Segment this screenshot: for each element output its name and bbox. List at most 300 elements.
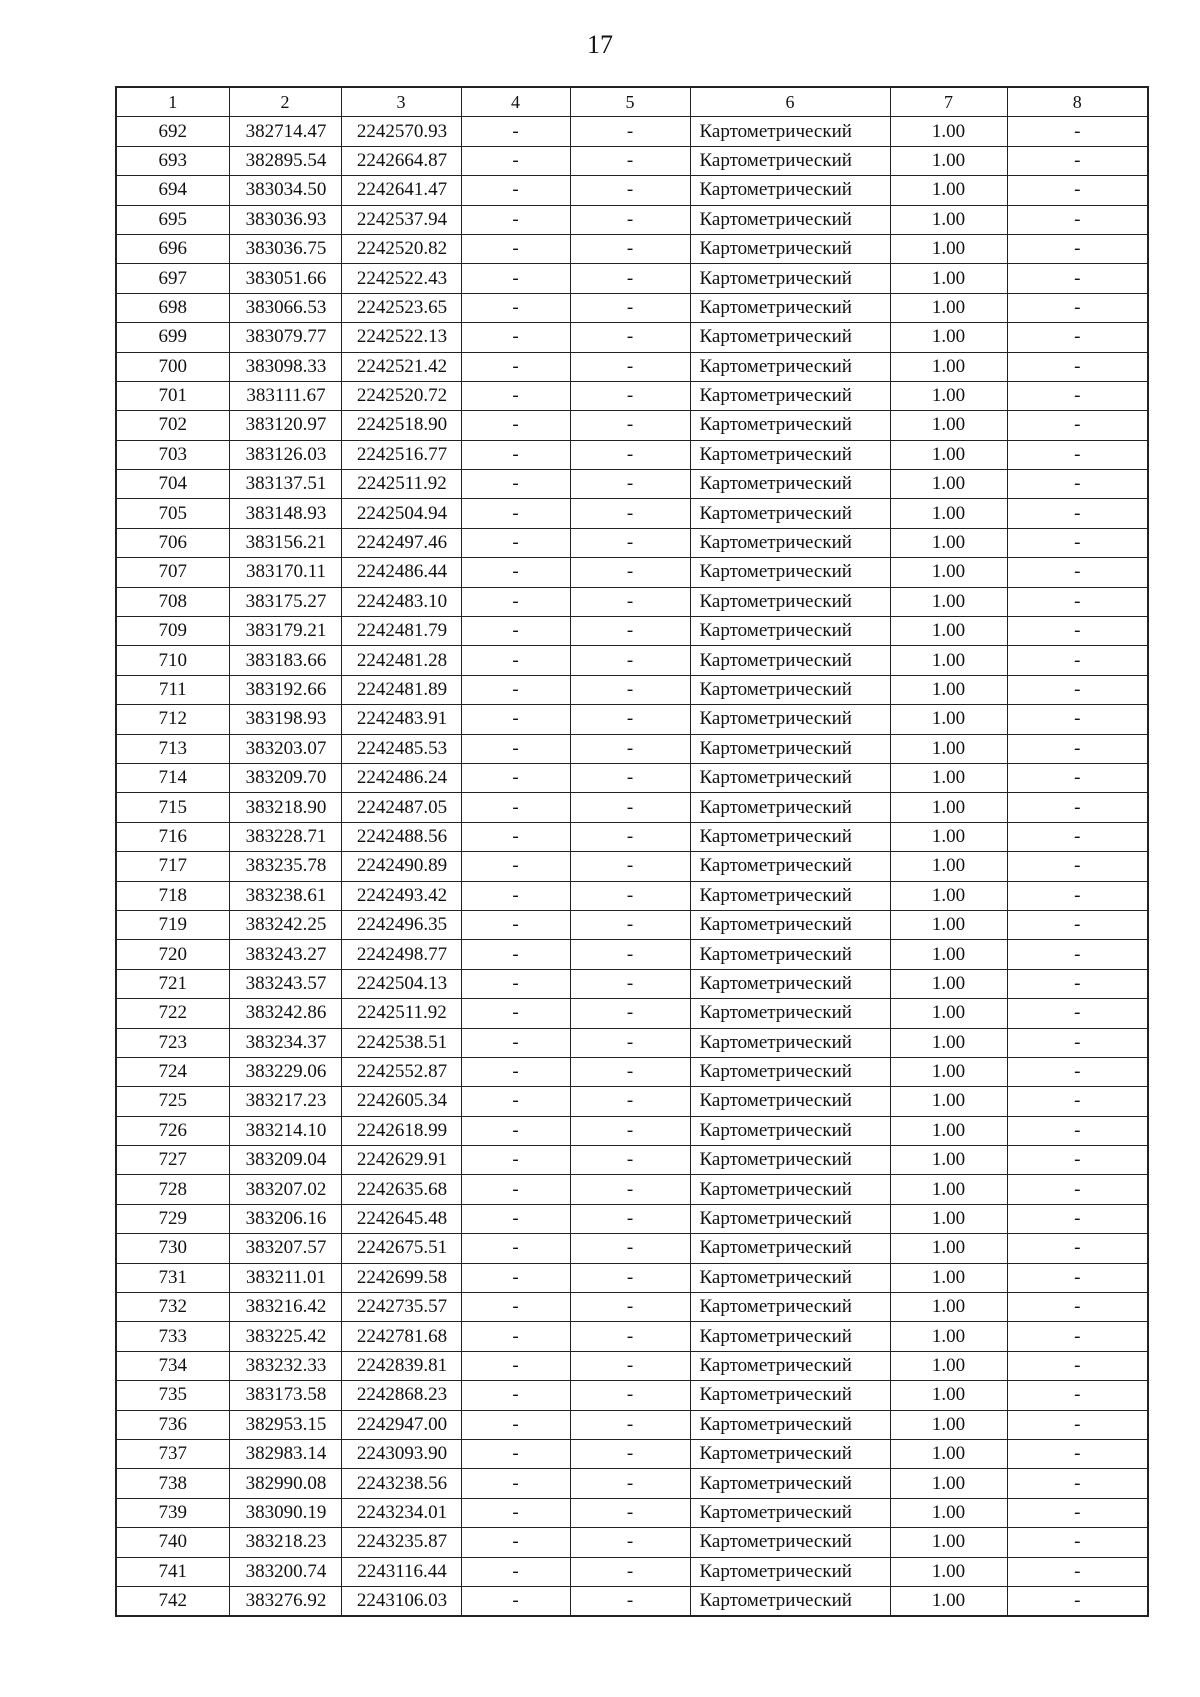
col8-cell: - [1007, 675, 1148, 704]
y-coordinate-cell: 2242520.82 [341, 234, 461, 263]
col8-cell: - [1007, 1498, 1148, 1527]
x-coordinate-cell: 383036.93 [229, 205, 341, 234]
y-coordinate-cell: 2242618.99 [341, 1116, 461, 1145]
col5-cell: - [570, 822, 690, 851]
col5-cell: - [570, 940, 690, 969]
x-coordinate-cell: 383242.25 [229, 910, 341, 939]
y-coordinate-cell: 2243116.44 [341, 1557, 461, 1586]
col8-cell: - [1007, 1381, 1148, 1410]
col8-cell: - [1007, 617, 1148, 646]
accuracy-cell: 1.00 [890, 969, 1007, 998]
col5-cell: - [570, 734, 690, 763]
method-cell: Картометрический [690, 1586, 890, 1616]
col5-cell: - [570, 411, 690, 440]
x-coordinate-cell: 383225.42 [229, 1322, 341, 1351]
col4-cell: - [461, 852, 570, 881]
col8-cell: - [1007, 881, 1148, 910]
accuracy-cell: 1.00 [890, 1028, 1007, 1057]
y-coordinate-cell: 2242490.89 [341, 852, 461, 881]
page-number: 17 [587, 30, 613, 59]
method-cell: Картометрический [690, 1322, 890, 1351]
point-number-cell: 729 [116, 1204, 229, 1233]
point-number-cell: 710 [116, 646, 229, 675]
method-cell: Картометрический [690, 1528, 890, 1557]
point-number-cell: 738 [116, 1469, 229, 1498]
col4-cell: - [461, 1057, 570, 1086]
method-cell: Картометрический [690, 205, 890, 234]
accuracy-cell: 1.00 [890, 881, 1007, 910]
y-coordinate-cell: 2242699.58 [341, 1263, 461, 1292]
table-row [116, 205, 1148, 234]
method-cell: Картометрический [690, 1351, 890, 1380]
col5-cell: - [570, 1146, 690, 1175]
accuracy-cell: 1.00 [890, 1469, 1007, 1498]
method-cell: Картометрический [690, 146, 890, 175]
x-coordinate-cell: 383183.66 [229, 646, 341, 675]
y-coordinate-cell: 2242522.13 [341, 323, 461, 352]
y-coordinate-cell: 2242488.56 [341, 822, 461, 851]
y-coordinate-cell: 2242868.23 [341, 1381, 461, 1410]
col4-cell: - [461, 646, 570, 675]
x-coordinate-cell: 383243.57 [229, 969, 341, 998]
x-coordinate-cell: 382953.15 [229, 1410, 341, 1439]
method-cell: Картометрический [690, 1175, 890, 1204]
method-cell: Картометрический [690, 499, 890, 528]
point-number-cell: 733 [116, 1322, 229, 1351]
col8-cell: - [1007, 1204, 1148, 1233]
method-cell: Картометрический [690, 1087, 890, 1116]
point-number-cell: 726 [116, 1116, 229, 1145]
table-row [116, 1351, 1148, 1380]
col5-cell: - [570, 558, 690, 587]
point-number-cell: 741 [116, 1557, 229, 1586]
accuracy-cell: 1.00 [890, 675, 1007, 704]
point-number-cell: 713 [116, 734, 229, 763]
accuracy-cell: 1.00 [890, 1116, 1007, 1145]
point-number-cell: 731 [116, 1263, 229, 1292]
y-coordinate-cell: 2242645.48 [341, 1204, 461, 1233]
col5-cell: - [570, 969, 690, 998]
col8-cell: - [1007, 763, 1148, 792]
table-row [116, 617, 1148, 646]
col5-cell: - [570, 1410, 690, 1439]
col4-cell: - [461, 1557, 570, 1586]
accuracy-cell: 1.00 [890, 323, 1007, 352]
point-number-cell: 694 [116, 176, 229, 205]
y-coordinate-cell: 2242511.92 [341, 999, 461, 1028]
table-row [116, 1175, 1148, 1204]
x-coordinate-cell: 383179.21 [229, 617, 341, 646]
column-header: 4 [461, 87, 570, 117]
accuracy-cell: 1.00 [890, 205, 1007, 234]
accuracy-cell: 1.00 [890, 1381, 1007, 1410]
col4-cell: - [461, 234, 570, 263]
y-coordinate-cell: 2242635.68 [341, 1175, 461, 1204]
table-row [116, 558, 1148, 587]
col8-cell: - [1007, 440, 1148, 469]
accuracy-cell: 1.00 [890, 440, 1007, 469]
col5-cell: - [570, 1293, 690, 1322]
accuracy-cell: 1.00 [890, 1586, 1007, 1616]
x-coordinate-cell: 383198.93 [229, 705, 341, 734]
x-coordinate-cell: 382983.14 [229, 1439, 341, 1468]
column-header: 1 [116, 87, 229, 117]
col8-cell: - [1007, 705, 1148, 734]
table-row [116, 1410, 1148, 1439]
y-coordinate-cell: 2242504.94 [341, 499, 461, 528]
accuracy-cell: 1.00 [890, 1351, 1007, 1380]
accuracy-cell: 1.00 [890, 1410, 1007, 1439]
point-number-cell: 699 [116, 323, 229, 352]
accuracy-cell: 1.00 [890, 1263, 1007, 1292]
x-coordinate-cell: 383137.51 [229, 470, 341, 499]
point-number-cell: 720 [116, 940, 229, 969]
col4-cell: - [461, 999, 570, 1028]
col4-cell: - [461, 940, 570, 969]
table-row [116, 881, 1148, 910]
y-coordinate-cell: 2242641.47 [341, 176, 461, 205]
point-number-cell: 712 [116, 705, 229, 734]
col5-cell: - [570, 264, 690, 293]
y-coordinate-cell: 2242538.51 [341, 1028, 461, 1057]
method-cell: Картометрический [690, 881, 890, 910]
table-row [116, 763, 1148, 792]
col4-cell: - [461, 411, 570, 440]
point-number-cell: 722 [116, 999, 229, 1028]
col5-cell: - [570, 1469, 690, 1498]
table-row [116, 1204, 1148, 1233]
y-coordinate-cell: 2242523.65 [341, 293, 461, 322]
accuracy-cell: 1.00 [890, 146, 1007, 175]
accuracy-cell: 1.00 [890, 234, 1007, 263]
col4-cell: - [461, 176, 570, 205]
col5-cell: - [570, 1586, 690, 1616]
y-coordinate-cell: 2243106.03 [341, 1586, 461, 1616]
accuracy-cell: 1.00 [890, 1293, 1007, 1322]
table-row [116, 1263, 1148, 1292]
method-cell: Картометрический [690, 176, 890, 205]
col4-cell: - [461, 146, 570, 175]
accuracy-cell: 1.00 [890, 528, 1007, 557]
table-row [116, 1146, 1148, 1175]
x-coordinate-cell: 383200.74 [229, 1557, 341, 1586]
col5-cell: - [570, 1116, 690, 1145]
column-header: 5 [570, 87, 690, 117]
table-row [116, 1116, 1148, 1145]
y-coordinate-cell: 2243234.01 [341, 1498, 461, 1527]
accuracy-cell: 1.00 [890, 587, 1007, 616]
col4-cell: - [461, 1116, 570, 1145]
table-row [116, 1322, 1148, 1351]
y-coordinate-cell: 2242522.43 [341, 264, 461, 293]
point-number-cell: 730 [116, 1234, 229, 1263]
col8-cell: - [1007, 558, 1148, 587]
table-row [116, 470, 1148, 499]
col8-cell: - [1007, 1116, 1148, 1145]
col8-cell: - [1007, 999, 1148, 1028]
col5-cell: - [570, 499, 690, 528]
col8-cell: - [1007, 323, 1148, 352]
method-cell: Картометрический [690, 617, 890, 646]
y-coordinate-cell: 2242504.13 [341, 969, 461, 998]
col4-cell: - [461, 1028, 570, 1057]
column-header: 8 [1007, 87, 1148, 117]
table-row [116, 528, 1148, 557]
point-number-cell: 735 [116, 1381, 229, 1410]
col4-cell: - [461, 1410, 570, 1439]
col8-cell: - [1007, 1234, 1148, 1263]
column-header: 3 [341, 87, 461, 117]
col8-cell: - [1007, 1087, 1148, 1116]
col8-cell: - [1007, 176, 1148, 205]
accuracy-cell: 1.00 [890, 1057, 1007, 1086]
method-cell: Картометрический [690, 381, 890, 410]
x-coordinate-cell: 383242.86 [229, 999, 341, 1028]
col5-cell: - [570, 1175, 690, 1204]
y-coordinate-cell: 2242537.94 [341, 205, 461, 234]
col4-cell: - [461, 1439, 570, 1468]
table-row [116, 969, 1148, 998]
col4-cell: - [461, 1234, 570, 1263]
col4-cell: - [461, 617, 570, 646]
table-row [116, 146, 1148, 175]
col8-cell: - [1007, 1146, 1148, 1175]
col4-cell: - [461, 352, 570, 381]
col8-cell: - [1007, 734, 1148, 763]
y-coordinate-cell: 2242487.05 [341, 793, 461, 822]
x-coordinate-cell: 382714.47 [229, 117, 341, 146]
point-number-cell: 693 [116, 146, 229, 175]
y-coordinate-cell: 2242511.92 [341, 470, 461, 499]
method-cell: Картометрический [690, 999, 890, 1028]
table-row [116, 293, 1148, 322]
method-cell: Картометрический [690, 675, 890, 704]
col5-cell: - [570, 293, 690, 322]
col4-cell: - [461, 1175, 570, 1204]
method-cell: Картометрический [690, 763, 890, 792]
method-cell: Картометрический [690, 234, 890, 263]
col4-cell: - [461, 293, 570, 322]
table-row [116, 1439, 1148, 1468]
col5-cell: - [570, 910, 690, 939]
col8-cell: - [1007, 910, 1148, 939]
col8-cell: - [1007, 1028, 1148, 1057]
table-row [116, 264, 1148, 293]
col5-cell: - [570, 1528, 690, 1557]
method-cell: Картометрический [690, 117, 890, 146]
point-number-cell: 708 [116, 587, 229, 616]
table-row [116, 1557, 1148, 1586]
col8-cell: - [1007, 146, 1148, 175]
table-row [116, 1469, 1148, 1498]
accuracy-cell: 1.00 [890, 1498, 1007, 1527]
accuracy-cell: 1.00 [890, 1204, 1007, 1233]
point-number-cell: 718 [116, 881, 229, 910]
col4-cell: - [461, 1469, 570, 1498]
col5-cell: - [570, 1322, 690, 1351]
col4-cell: - [461, 675, 570, 704]
x-coordinate-cell: 383098.33 [229, 352, 341, 381]
method-cell: Картометрический [690, 1263, 890, 1292]
method-cell: Картометрический [690, 852, 890, 881]
x-coordinate-cell: 383173.58 [229, 1381, 341, 1410]
col4-cell: - [461, 1293, 570, 1322]
col5-cell: - [570, 176, 690, 205]
y-coordinate-cell: 2242481.79 [341, 617, 461, 646]
accuracy-cell: 1.00 [890, 176, 1007, 205]
point-number-cell: 739 [116, 1498, 229, 1527]
col5-cell: - [570, 793, 690, 822]
point-number-cell: 721 [116, 969, 229, 998]
method-cell: Картометрический [690, 705, 890, 734]
x-coordinate-cell: 383207.02 [229, 1175, 341, 1204]
col8-cell: - [1007, 117, 1148, 146]
col8-cell: - [1007, 411, 1148, 440]
accuracy-cell: 1.00 [890, 1087, 1007, 1116]
coordinates-table [115, 86, 1149, 1617]
x-coordinate-cell: 383036.75 [229, 234, 341, 263]
col5-cell: - [570, 117, 690, 146]
col8-cell: - [1007, 1263, 1148, 1292]
method-cell: Картометрический [690, 411, 890, 440]
col5-cell: - [570, 205, 690, 234]
table-row [116, 1087, 1148, 1116]
point-number-cell: 697 [116, 264, 229, 293]
x-coordinate-cell: 383216.42 [229, 1293, 341, 1322]
y-coordinate-cell: 2242483.10 [341, 587, 461, 616]
col5-cell: - [570, 1057, 690, 1086]
col4-cell: - [461, 381, 570, 410]
col8-cell: - [1007, 352, 1148, 381]
point-number-cell: 736 [116, 1410, 229, 1439]
accuracy-cell: 1.00 [890, 499, 1007, 528]
method-cell: Картометрический [690, 1381, 890, 1410]
y-coordinate-cell: 2243093.90 [341, 1439, 461, 1468]
point-number-cell: 734 [116, 1351, 229, 1380]
accuracy-cell: 1.00 [890, 117, 1007, 146]
point-number-cell: 728 [116, 1175, 229, 1204]
col8-cell: - [1007, 1293, 1148, 1322]
y-coordinate-cell: 2242483.91 [341, 705, 461, 734]
col5-cell: - [570, 675, 690, 704]
col5-cell: - [570, 234, 690, 263]
accuracy-cell: 1.00 [890, 293, 1007, 322]
method-cell: Картометрический [690, 1439, 890, 1468]
x-coordinate-cell: 383126.03 [229, 440, 341, 469]
method-cell: Картометрический [690, 969, 890, 998]
accuracy-cell: 1.00 [890, 381, 1007, 410]
col4-cell: - [461, 705, 570, 734]
accuracy-cell: 1.00 [890, 999, 1007, 1028]
x-coordinate-cell: 383066.53 [229, 293, 341, 322]
x-coordinate-cell: 383120.97 [229, 411, 341, 440]
x-coordinate-cell: 383232.33 [229, 1351, 341, 1380]
col4-cell: - [461, 323, 570, 352]
accuracy-cell: 1.00 [890, 1557, 1007, 1586]
y-coordinate-cell: 2242496.35 [341, 910, 461, 939]
col4-cell: - [461, 1087, 570, 1116]
col4-cell: - [461, 1263, 570, 1292]
x-coordinate-cell: 383111.67 [229, 381, 341, 410]
col8-cell: - [1007, 793, 1148, 822]
point-number-cell: 711 [116, 675, 229, 704]
accuracy-cell: 1.00 [890, 558, 1007, 587]
col4-cell: - [461, 763, 570, 792]
col5-cell: - [570, 323, 690, 352]
table-row [116, 793, 1148, 822]
point-number-cell: 725 [116, 1087, 229, 1116]
col5-cell: - [570, 1439, 690, 1468]
col5-cell: - [570, 1087, 690, 1116]
col8-cell: - [1007, 587, 1148, 616]
x-coordinate-cell: 382895.54 [229, 146, 341, 175]
accuracy-cell: 1.00 [890, 1146, 1007, 1175]
col5-cell: - [570, 528, 690, 557]
y-coordinate-cell: 2242485.53 [341, 734, 461, 763]
x-coordinate-cell: 383229.06 [229, 1057, 341, 1086]
table-body [116, 117, 1148, 1616]
y-coordinate-cell: 2242947.00 [341, 1410, 461, 1439]
accuracy-cell: 1.00 [890, 470, 1007, 499]
point-number-cell: 719 [116, 910, 229, 939]
accuracy-cell: 1.00 [890, 1234, 1007, 1263]
x-coordinate-cell: 383238.61 [229, 881, 341, 910]
y-coordinate-cell: 2243238.56 [341, 1469, 461, 1498]
table-row [116, 822, 1148, 851]
col4-cell: - [461, 470, 570, 499]
method-cell: Картометрический [690, 1469, 890, 1498]
method-cell: Картометрический [690, 1116, 890, 1145]
accuracy-cell: 1.00 [890, 763, 1007, 792]
table-header-row [116, 87, 1148, 117]
method-cell: Картометрический [690, 940, 890, 969]
col8-cell: - [1007, 646, 1148, 675]
y-coordinate-cell: 2242493.42 [341, 881, 461, 910]
y-coordinate-cell: 2242552.87 [341, 1057, 461, 1086]
accuracy-cell: 1.00 [890, 617, 1007, 646]
x-coordinate-cell: 383218.23 [229, 1528, 341, 1557]
col8-cell: - [1007, 205, 1148, 234]
y-coordinate-cell: 2242498.77 [341, 940, 461, 969]
col8-cell: - [1007, 1175, 1148, 1204]
table-row [116, 499, 1148, 528]
col8-cell: - [1007, 940, 1148, 969]
col4-cell: - [461, 264, 570, 293]
table-row [116, 705, 1148, 734]
col5-cell: - [570, 1351, 690, 1380]
table-row [116, 117, 1148, 146]
col8-cell: - [1007, 1351, 1148, 1380]
x-coordinate-cell: 383228.71 [229, 822, 341, 851]
method-cell: Картометрический [690, 558, 890, 587]
x-coordinate-cell: 383148.93 [229, 499, 341, 528]
accuracy-cell: 1.00 [890, 1322, 1007, 1351]
col5-cell: - [570, 352, 690, 381]
accuracy-cell: 1.00 [890, 352, 1007, 381]
method-cell: Картометрический [690, 323, 890, 352]
col4-cell: - [461, 528, 570, 557]
col4-cell: - [461, 1381, 570, 1410]
col8-cell: - [1007, 1528, 1148, 1557]
table-row [116, 411, 1148, 440]
x-coordinate-cell: 383203.07 [229, 734, 341, 763]
point-number-cell: 740 [116, 1528, 229, 1557]
x-coordinate-cell: 383206.16 [229, 1204, 341, 1233]
col8-cell: - [1007, 499, 1148, 528]
table-row [116, 852, 1148, 881]
col8-cell: - [1007, 1322, 1148, 1351]
col4-cell: - [461, 440, 570, 469]
